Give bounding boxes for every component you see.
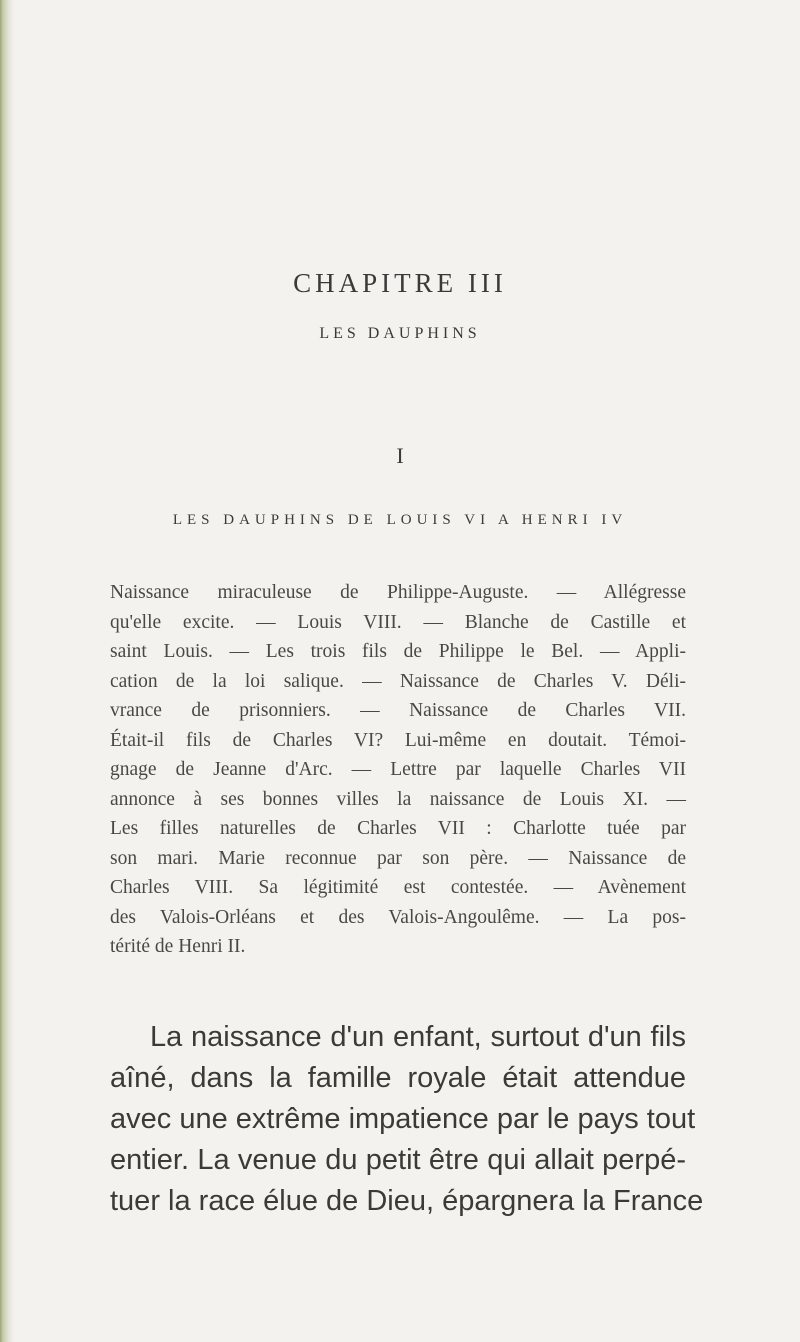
chapter-summary (110, 578, 686, 962)
summary-line: annonce à ses bonnes villes la naissance de Louis XI. — (110, 788, 686, 810)
chapter-title: CHAPITRE III (293, 268, 507, 298)
body-line: aîné, dans la famille royale était attendue (110, 1062, 686, 1094)
summary-line: saint Louis. — Les trois fils de Philippe le Bel. — Appli- (110, 641, 686, 662)
summary-line: cation de la loi salique. — Naissance de Charles V. Déli- (110, 670, 686, 692)
page-edge-binding (0, 0, 14, 1342)
body-line: tuer la race élue de Dieu, épargnera la France (110, 1185, 704, 1217)
summary-line: des Valois-Orléans et des Valois-Angoulême. — La pos- (110, 906, 686, 928)
summary-line: Les filles naturelles de Charles VII : Charlotte tuée par (110, 818, 686, 839)
summary-line: vrance de prisonniers. — Naissance de Charles VII. (110, 700, 686, 721)
section-number: I (396, 443, 404, 468)
summary-line: son mari. Marie reconnue par son père. — Naissance de (110, 847, 686, 869)
summary-line: gnage de Jeanne d'Arc. — Lettre par laquelle Charles VII (110, 759, 686, 780)
body-line: entier. La venue du petit être qui allait perpé- (110, 1144, 686, 1176)
summary-line: térité de Henri II. (110, 936, 246, 957)
body-line: La naissance d'un enfant, surtout d'un fils (150, 1021, 686, 1053)
summary-line: Naissance miraculeuse de Philippe-Auguste. — Allégresse (110, 582, 686, 603)
chapter-subtitle: LES DAUPHINS (319, 325, 481, 342)
summary-line: Était-il fils de Charles VI? Lui-même en doutait. Témoi- (110, 729, 686, 751)
summary-line: Charles VIII. Sa légitimité est contestée. — Avènement (110, 877, 686, 898)
summary-line: qu'elle excite. — Louis VIII. — Blanche de Castille et (110, 611, 686, 633)
section-title: LES DAUPHINS DE LOUIS VI A HENRI IV (172, 512, 628, 528)
body-paragraph (110, 1017, 704, 1222)
body-line: avec une extrême impatience par le pays tout (110, 1103, 696, 1135)
